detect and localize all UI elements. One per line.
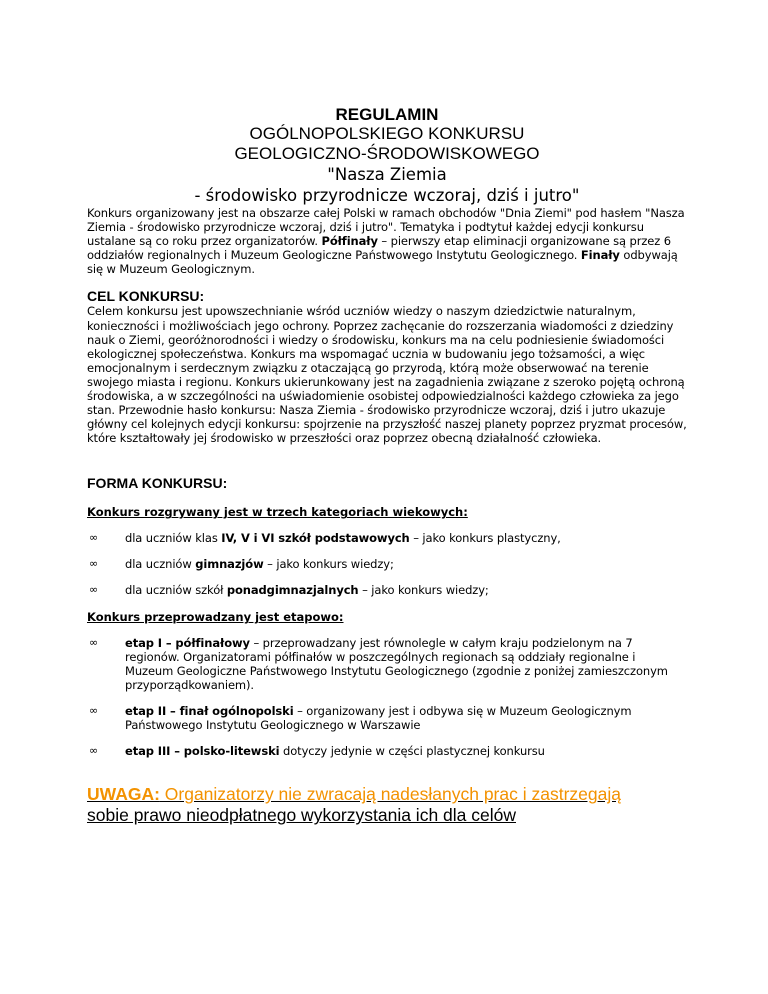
infinity-bullet-icon: ∞: [89, 583, 99, 597]
item-bold: gimnazjów: [195, 557, 264, 572]
title-line-4: "Nasza Ziemia: [327, 165, 447, 184]
cel-heading: CEL KONKURSU:: [87, 288, 205, 305]
list-item: [87, 531, 687, 545]
title-line-3: GEOLOGICZNO-ŚRODOWISKOWEGO: [234, 144, 540, 163]
item-bold: etap III – polsko-litewski: [125, 744, 280, 759]
list-item: [87, 744, 687, 758]
warning-text: Organizatorzy nie zwracają nadesłanych prac i zastrzegają: [159, 784, 621, 805]
item-text: dotyczy jedynie w części plastycznej konkursu: [279, 744, 545, 759]
cel-paragraph: Celem konkursu jest upowszechnianie wśród uczniów wiedzy o naszym dziedzictwie naturalnym, konieczności i możliwościach jego ochrony. Poprzez zachęcanie do rozszerzania wiadomości z dziedziny nauk o Ziemi, georóżnorodności i wiedzy o środowisku, konkurs ma na celu podniesienie świadomości ekologicznej społeczeństwa. Konkurs ma wspomagać ucznia w budowaniu jego tożsamości, a więc emocjonalnym i serdecznym związku z otaczającą go przyrodą, którą może obserwować na terenie swojego miasta i regionu. Konkurs ukierunkowany jest na zagadnienia związane z szeroko pojętą ochroną środowiska, a w szczególności na uświadomienie osobistej odpowiedzialności każdego człowieka za jego stan. Przewodnie hasło konkursu: Nasza Ziemia - środowisko przyrodnicze wczoraj, dziś i jutro ukazuje główny cel kolejnych edycji konkursu: spojrzenie na przyszłość naszej planety poprzez pryzmat procesów, które kształtowały jej środowisko w przeszłości oraz poprzez obecną działalność człowieka.: [87, 304, 687, 446]
stages-subheading: Konkurs przeprowadzany jest etapowo:: [87, 610, 344, 625]
item-text: – jako konkurs plastyczny,: [409, 531, 561, 546]
list-item: [87, 583, 687, 597]
list-item: [87, 557, 687, 571]
item-text: dla uczniów szkół: [125, 583, 227, 598]
intro-text-2: – pierwszy etap eliminacji organizowane są przez 6 oddziałów regionalnych i Muzeum Geologiczne Państwowego Instytutu Geologicznego.: [87, 234, 671, 263]
title-line-2: OGÓLNOPOLSKIEGO KONKURSU: [249, 124, 525, 143]
item-bold: etap I – półfinałowy: [125, 636, 250, 651]
item-text: – organizowany jest i odbywa się w Muzeum Geologicznym Państwowego Instytutu Geologicznego w Warszawie: [125, 704, 632, 733]
intro-text-3: odbywają się w Muzeum Geologicznym.: [87, 248, 678, 277]
categories-list: [87, 531, 687, 597]
infinity-bullet-icon: ∞: [89, 744, 99, 758]
infinity-bullet-icon: ∞: [89, 704, 99, 718]
intro-bold-polfinaly: Półfinały: [321, 234, 378, 249]
item-bold: ponadgimnazjalnych: [226, 583, 359, 598]
intro-paragraph: [87, 206, 687, 276]
infinity-bullet-icon: ∞: [89, 557, 99, 571]
item-bold: IV, V i VI szkół podstawowych: [221, 531, 410, 546]
intro-text-1: Konkurs organizowany jest na obszarze całej Polski w ramach obchodów "Dnia Ziemi" pod hasłem "Nasza Ziemia - środowisko przyrodnicze wczoraj, dziś i jutro". Tematyka i podtytuł każdej edycji konkursu ustalane są co roku przez organizatorów.: [87, 206, 685, 249]
item-bold: etap II – finał ogólnopolski: [125, 704, 294, 719]
categories-subheading: Konkurs rozgrywany jest w trzech kategoriach wiekowych:: [87, 505, 468, 520]
forma-heading: FORMA KONKURSU:: [87, 475, 228, 492]
item-text: – jako konkurs wiedzy;: [358, 583, 489, 598]
intro-bold-finaly: Finały: [580, 248, 620, 263]
list-item: [87, 704, 687, 732]
document-page: [87, 105, 687, 826]
item-text: dla uczniów klas: [125, 531, 222, 546]
title-line-5: - środowisko przyrodnicze wczoraj, dziś i jutro": [194, 186, 580, 205]
warning-note: [87, 784, 687, 826]
infinity-bullet-icon: ∞: [89, 531, 99, 545]
warning-label: UWAGA:: [87, 784, 160, 805]
infinity-bullet-icon: ∞: [89, 636, 99, 650]
warning-continuation: sobie prawo nieodpłatnego wykorzystania ich dla celów: [87, 805, 516, 826]
list-item: [87, 636, 687, 692]
item-text: dla uczniów: [125, 557, 196, 572]
stages-list: [87, 636, 687, 758]
document-title: REGULAMIN: [335, 105, 439, 124]
item-text: – przeprowadzany jest równolegle w całym kraju podzielonym na 7 regionów. Organizatorami półfinałów w poszczególnych regionach są oddziały regionalne i Muzeum Geologiczne Państwowego Instytutu Geologicznego (zgodnie z poniżej zamieszczonym przyporządkowaniem).: [125, 636, 668, 693]
item-text: – jako konkurs wiedzy;: [263, 557, 394, 572]
